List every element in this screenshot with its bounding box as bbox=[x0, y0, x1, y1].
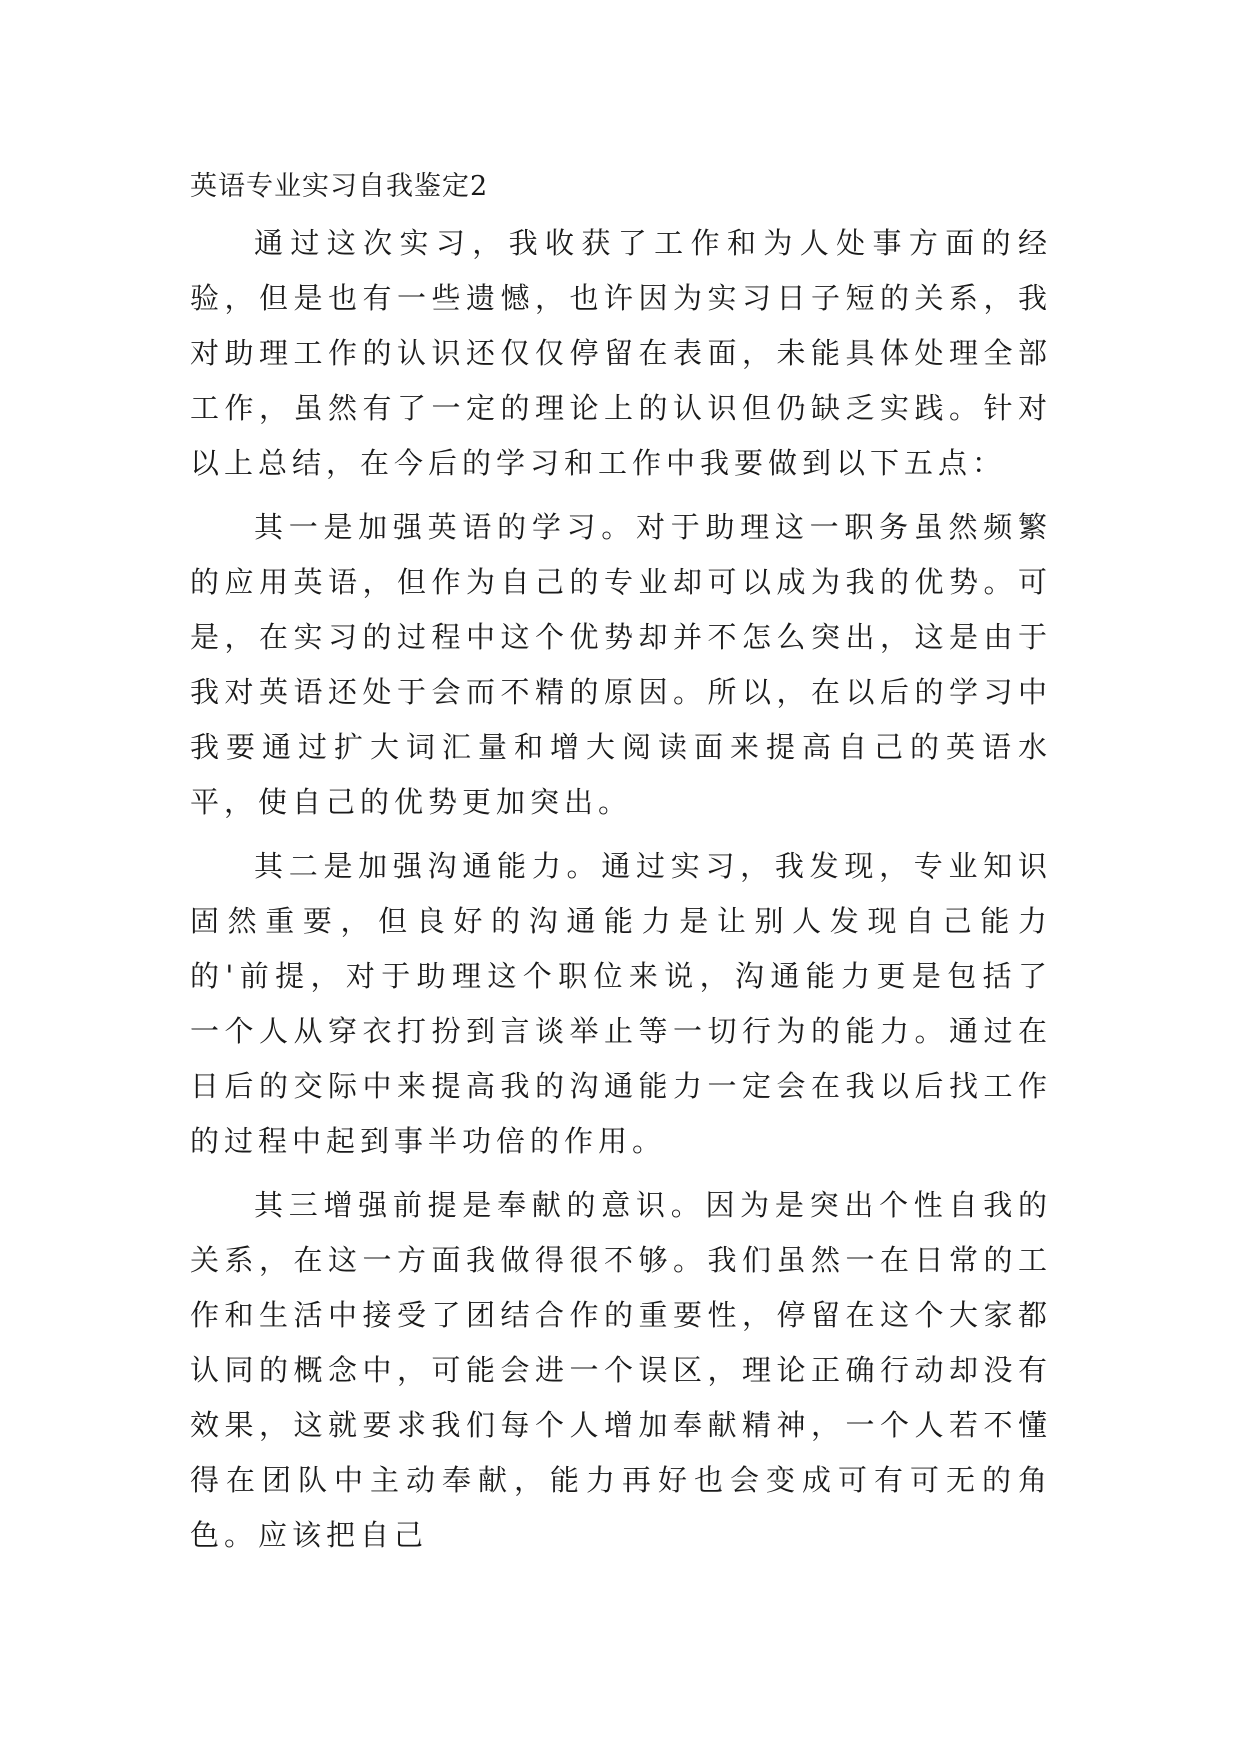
document-title: 英语专业实习自我鉴定2 bbox=[190, 171, 489, 202]
document-page bbox=[190, 162, 1052, 1563]
paragraph-internship-summary: 通过这次实习，我收获了工作和为人处事方面的经验，但是也有一些遗憾，也许因为实习日子短的关系，我对助理工作的认识还仅仅停留在表面，未能具体处理全部工作，虽然有了一定的理论上的认识但仍缺乏实践。针对以上总结，在今后的学习和工作中我要做到以下五点： bbox=[190, 226, 1052, 480]
paragraph-english-study: 其一是加强英语的学习。对于助理这一职务虽然频繁的应用英语，但作为自己的专业却可以成为我的优势。可是，在实习的过程中这个优势却并不怎么突出，这是由于我对英语还处于会而不精的原因。所以，在以后的学习中我要通过扩大词汇量和增大阅读面来提高自己的英语水平，使自己的优势更加突出。 bbox=[190, 510, 1052, 819]
paragraph-dedication: 其三增强前提是奉献的意识。因为是突出个性自我的关系，在这一方面我做得很不够。我们虽然一在日常的工作和生活中接受了团结合作的重要性，停留在这个大家都认同的概念中，可能会进一个误区，理论正确行动却没有效果，这就要求我们每个人增加奉献精神，一个人若不懂得在团队中主动奉献，能力再好也会变成可有可无的角色。应该把自己 bbox=[190, 1188, 1052, 1552]
paragraph-communication: 其二是加强沟通能力。通过实习，我发现，专业知识固然重要，但良好的沟通能力是让别人发现自己能力的'前提，对于助理这个职位来说，沟通能力更是包括了一个人从穿衣打扮到言谈举止等一切行为的能力。通过在日后的交际中来提高我的沟通能力一定会在我以后找工作的过程中起到事半功倍的作用。 bbox=[190, 849, 1052, 1158]
